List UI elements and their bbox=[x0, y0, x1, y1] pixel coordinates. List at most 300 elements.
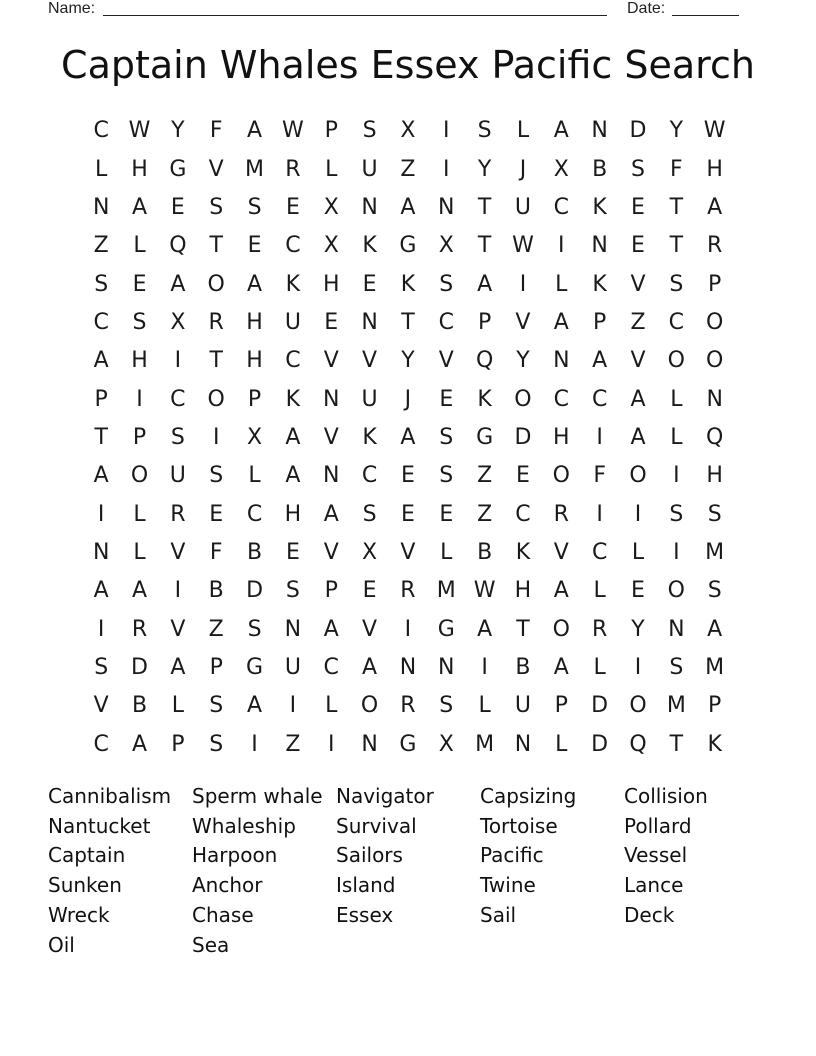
grid-letter[interactable]: Y bbox=[631, 616, 645, 642]
grid-letter[interactable]: H bbox=[322, 271, 340, 297]
grid-row bbox=[82, 189, 734, 227]
grid-letter[interactable]: N bbox=[92, 194, 110, 220]
grid-letter[interactable]: V bbox=[362, 616, 378, 642]
grid-letter[interactable]: Z bbox=[630, 309, 646, 335]
grid-letter[interactable]: V bbox=[170, 616, 186, 642]
grid-letter[interactable]: I bbox=[443, 156, 450, 182]
grid-letter[interactable]: U bbox=[514, 194, 531, 220]
grid-letter[interactable]: C bbox=[93, 309, 109, 335]
grid-letter[interactable]: X bbox=[553, 156, 569, 182]
grid-letter[interactable]: L bbox=[593, 578, 606, 604]
grid-letter[interactable]: H bbox=[246, 309, 263, 335]
grid-letter[interactable]: E bbox=[631, 578, 645, 604]
grid-letter[interactable]: V bbox=[93, 693, 109, 719]
grid-letter[interactable]: S bbox=[209, 463, 224, 489]
grid-letter[interactable]: E bbox=[132, 271, 147, 297]
grid-letter[interactable]: C bbox=[361, 463, 378, 489]
grid-letter[interactable]: L bbox=[325, 693, 338, 719]
grid-letter[interactable]: E bbox=[285, 194, 300, 220]
grid-letter[interactable]: Z bbox=[477, 463, 493, 489]
grid-letter[interactable]: R bbox=[285, 156, 301, 182]
grid-letter[interactable]: I bbox=[174, 578, 182, 604]
grid-letter[interactable]: L bbox=[631, 539, 645, 565]
grid-row bbox=[82, 572, 734, 610]
grid-letter[interactable]: G bbox=[476, 424, 494, 450]
grid-letter[interactable]: T bbox=[669, 194, 684, 220]
grid-letter[interactable]: S bbox=[209, 731, 224, 757]
grid-letter[interactable]: R bbox=[707, 233, 723, 259]
grid-letter[interactable]: T bbox=[516, 616, 530, 642]
grid-letter[interactable]: Q bbox=[629, 731, 647, 757]
grid-letter[interactable]: L bbox=[171, 693, 184, 719]
grid-letter[interactable]: X bbox=[247, 424, 263, 450]
grid-letter[interactable]: A bbox=[170, 654, 186, 680]
grid-letter[interactable]: L bbox=[248, 463, 261, 489]
grid-letter[interactable]: F bbox=[209, 539, 223, 565]
grid-letter[interactable]: N bbox=[438, 194, 455, 220]
grid-letter[interactable]: I bbox=[634, 501, 642, 527]
grid-letter[interactable]: A bbox=[323, 616, 339, 642]
grid-letter[interactable]: P bbox=[247, 386, 262, 412]
grid-letter[interactable]: N bbox=[514, 731, 532, 757]
grid-letter[interactable]: O bbox=[552, 616, 570, 642]
grid-letter[interactable]: J bbox=[519, 156, 527, 182]
grid-letter[interactable]: T bbox=[477, 194, 492, 220]
grid-letter[interactable]: V bbox=[170, 539, 186, 565]
grid-letter[interactable]: T bbox=[401, 309, 415, 335]
grid-letter[interactable]: A bbox=[707, 194, 723, 220]
grid-letter[interactable]: V bbox=[208, 156, 224, 182]
grid-letter[interactable]: S bbox=[132, 309, 147, 335]
grid-letter[interactable]: W bbox=[512, 233, 534, 259]
grid-letter[interactable]: K bbox=[362, 424, 377, 450]
grid-letter[interactable]: F bbox=[670, 156, 683, 182]
grid-letter[interactable]: Y bbox=[401, 348, 415, 374]
grid-letter[interactable]: O bbox=[706, 348, 724, 374]
grid-letter[interactable]: L bbox=[440, 539, 453, 565]
grid-letter[interactable]: I bbox=[327, 731, 335, 757]
grid-letter[interactable]: C bbox=[438, 309, 454, 335]
grid-letter[interactable]: I bbox=[212, 424, 220, 450]
grid-letter[interactable]: C bbox=[668, 309, 685, 335]
grid-letter[interactable]: K bbox=[707, 731, 722, 757]
grid-letter[interactable]: N bbox=[284, 616, 302, 642]
grid-letter[interactable]: A bbox=[323, 501, 339, 527]
grid-letter[interactable]: V bbox=[553, 539, 569, 565]
grid-letter[interactable]: N bbox=[438, 654, 455, 680]
grid-letter[interactable]: R bbox=[208, 309, 224, 335]
grid-letter[interactable]: P bbox=[324, 118, 338, 144]
grid-letter[interactable]: V bbox=[323, 539, 339, 565]
grid-letter[interactable]: N bbox=[323, 386, 340, 412]
grid-letter[interactable]: S bbox=[362, 501, 377, 527]
grid-letter[interactable]: Z bbox=[208, 616, 224, 642]
grid-letter[interactable]: U bbox=[169, 463, 186, 489]
grid-letter[interactable]: A bbox=[630, 424, 646, 450]
grid-letter[interactable]: V bbox=[630, 271, 646, 297]
grid-letter[interactable]: A bbox=[477, 616, 493, 642]
grid-letter[interactable]: I bbox=[251, 731, 258, 757]
grid-letter[interactable]: A bbox=[131, 578, 148, 604]
grid-letter[interactable]: L bbox=[555, 271, 568, 297]
grid-letter[interactable]: A bbox=[553, 654, 569, 680]
grid-letter[interactable]: S bbox=[669, 271, 684, 297]
grid-letter[interactable]: Y bbox=[669, 118, 684, 144]
grid-letter[interactable]: O bbox=[130, 463, 149, 489]
word-bank-item: Nantucket bbox=[48, 813, 151, 838]
grid-letter[interactable]: C bbox=[591, 386, 608, 412]
grid-letter[interactable]: S bbox=[439, 463, 454, 489]
grid-letter[interactable]: C bbox=[515, 501, 531, 527]
grid-letter[interactable]: H bbox=[131, 348, 148, 374]
grid-letter[interactable]: U bbox=[361, 156, 378, 182]
grid-letter[interactable]: Z bbox=[93, 233, 109, 259]
grid-letter[interactable]: I bbox=[443, 118, 450, 144]
grid-letter[interactable]: O bbox=[706, 309, 724, 335]
grid-letter[interactable]: A bbox=[131, 731, 148, 757]
grid-letter[interactable]: H bbox=[131, 156, 148, 182]
grid-letter[interactable]: I bbox=[481, 654, 488, 680]
grid-letter[interactable]: S bbox=[439, 693, 454, 719]
grid-letter[interactable]: A bbox=[93, 348, 109, 374]
grid-letter[interactable]: S bbox=[707, 501, 722, 527]
grid-letter[interactable]: S bbox=[247, 194, 262, 220]
grid-letter[interactable]: X bbox=[362, 539, 378, 565]
grid-letter[interactable]: C bbox=[246, 501, 263, 527]
grid-letter[interactable]: O bbox=[667, 578, 685, 604]
grid-letter[interactable]: E bbox=[170, 194, 185, 220]
grid-row bbox=[82, 726, 734, 764]
grid-letter[interactable]: I bbox=[596, 501, 603, 527]
grid-letter[interactable]: K bbox=[477, 386, 492, 412]
grid-letter[interactable]: R bbox=[400, 693, 416, 719]
grid-letter[interactable]: S bbox=[209, 693, 224, 719]
grid-letter[interactable]: H bbox=[706, 463, 723, 489]
grid-letter[interactable]: C bbox=[323, 654, 339, 680]
grid-letter[interactable]: L bbox=[325, 156, 338, 182]
grid-letter[interactable]: L bbox=[593, 654, 606, 680]
grid-letter[interactable]: V bbox=[515, 309, 531, 335]
grid-letter[interactable]: A bbox=[400, 194, 416, 220]
grid-letter[interactable]: D bbox=[591, 731, 609, 757]
grid-letter[interactable]: A bbox=[247, 118, 263, 144]
grid-letter[interactable]: Q bbox=[706, 424, 724, 450]
grid-letter[interactable]: B bbox=[592, 156, 608, 182]
grid-letter[interactable]: C bbox=[591, 539, 608, 565]
grid-letter[interactable]: K bbox=[515, 539, 531, 565]
grid-letter[interactable]: A bbox=[707, 616, 723, 642]
grid-letter[interactable]: S bbox=[94, 271, 109, 297]
grid-letter[interactable]: B bbox=[247, 539, 263, 565]
grid-letter[interactable]: A bbox=[477, 271, 493, 297]
grid-letter[interactable]: M bbox=[666, 693, 686, 719]
grid-letter[interactable]: M bbox=[705, 539, 725, 565]
grid-letter[interactable]: S bbox=[285, 578, 300, 604]
date-field[interactable] bbox=[672, 15, 739, 16]
grid-letter[interactable]: P bbox=[324, 578, 338, 604]
grid-letter[interactable]: V bbox=[438, 348, 454, 374]
grid-letter[interactable]: P bbox=[708, 271, 722, 297]
grid-letter[interactable]: H bbox=[246, 348, 263, 374]
grid-letter[interactable]: N bbox=[591, 118, 608, 144]
grid-letter[interactable]: U bbox=[284, 309, 301, 335]
grid-letter[interactable]: W bbox=[473, 578, 496, 604]
grid-letter[interactable]: Y bbox=[477, 156, 492, 182]
grid-letter[interactable]: I bbox=[97, 616, 105, 642]
grid-letter[interactable]: D bbox=[131, 654, 148, 680]
grid-letter[interactable]: M bbox=[475, 731, 495, 757]
grid-letter[interactable]: Y bbox=[516, 348, 530, 374]
grid-letter[interactable]: C bbox=[285, 348, 301, 374]
grid-letter[interactable]: S bbox=[170, 424, 185, 450]
grid-letter[interactable]: T bbox=[209, 348, 223, 374]
grid-letter[interactable]: E bbox=[400, 501, 415, 527]
grid-letter[interactable]: A bbox=[553, 118, 569, 144]
grid-letter[interactable]: S bbox=[669, 501, 684, 527]
grid-letter[interactable]: X bbox=[170, 309, 186, 335]
grid-letter[interactable]: P bbox=[132, 424, 147, 450]
grid-letter[interactable]: O bbox=[667, 348, 685, 374]
grid-letter[interactable]: A bbox=[285, 463, 301, 489]
grid-letter[interactable]: V bbox=[323, 348, 339, 374]
grid-letter[interactable]: Z bbox=[400, 156, 416, 182]
grid-letter[interactable]: T bbox=[669, 233, 684, 259]
grid-letter[interactable]: V bbox=[400, 539, 416, 565]
grid-letter[interactable]: A bbox=[400, 424, 416, 450]
grid-letter[interactable]: N bbox=[668, 616, 685, 642]
grid-letter[interactable]: E bbox=[631, 194, 645, 220]
grid-letter[interactable]: X bbox=[323, 194, 339, 220]
grid-letter[interactable]: N bbox=[361, 194, 378, 220]
grid-letter[interactable]: P bbox=[477, 309, 492, 335]
grid-letter[interactable]: H bbox=[514, 578, 532, 604]
grid-letter[interactable]: V bbox=[362, 348, 378, 374]
grid-letter[interactable]: R bbox=[170, 501, 186, 527]
grid-letter[interactable]: E bbox=[362, 271, 377, 297]
grid-letter[interactable]: A bbox=[285, 424, 301, 450]
grid-letter[interactable]: I bbox=[136, 386, 143, 412]
grid-letter[interactable]: X bbox=[438, 233, 454, 259]
grid-letter[interactable]: O bbox=[629, 463, 647, 489]
grid-letter[interactable]: O bbox=[360, 693, 379, 719]
grid-letter[interactable]: B bbox=[208, 578, 224, 604]
grid-letter[interactable]: P bbox=[593, 309, 607, 335]
grid-letter[interactable]: A bbox=[553, 578, 569, 604]
grid-letter[interactable]: P bbox=[171, 731, 185, 757]
grid-letter[interactable]: S bbox=[439, 271, 454, 297]
grid-letter[interactable]: W bbox=[282, 118, 304, 144]
grid-letter[interactable]: E bbox=[285, 539, 300, 565]
grid-letter[interactable]: C bbox=[93, 731, 109, 757]
grid-letter[interactable]: U bbox=[361, 386, 378, 412]
grid-letter[interactable]: E bbox=[400, 463, 415, 489]
grid-letter[interactable]: L bbox=[133, 501, 146, 527]
grid-letter[interactable]: I bbox=[673, 463, 680, 489]
grid-letter[interactable]: H bbox=[284, 501, 302, 527]
grid-letter[interactable]: Q bbox=[475, 348, 494, 374]
grid-letter[interactable]: L bbox=[670, 386, 683, 412]
grid-letter[interactable]: C bbox=[285, 233, 301, 259]
grid-letter[interactable]: X bbox=[400, 118, 416, 144]
grid-letter[interactable]: L bbox=[516, 118, 530, 144]
grid-letter[interactable]: D bbox=[514, 424, 532, 450]
grid-letter[interactable]: R bbox=[591, 616, 608, 642]
grid-letter[interactable]: S bbox=[94, 654, 109, 680]
grid-letter[interactable]: A bbox=[630, 386, 646, 412]
grid-letter[interactable]: E bbox=[439, 386, 454, 412]
grid-letter[interactable]: S bbox=[362, 118, 377, 144]
grid-letter[interactable]: B bbox=[477, 539, 493, 565]
grid-letter[interactable]: L bbox=[478, 693, 491, 719]
grid-letter[interactable]: W bbox=[128, 118, 151, 144]
grid-letter[interactable]: N bbox=[323, 463, 340, 489]
grid-letter[interactable]: I bbox=[596, 424, 603, 450]
grid-letter[interactable]: L bbox=[555, 731, 568, 757]
grid-letter[interactable]: A bbox=[247, 693, 263, 719]
grid-letter[interactable]: N bbox=[361, 731, 378, 757]
grid-letter[interactable]: U bbox=[284, 654, 301, 680]
grid-letter[interactable]: A bbox=[131, 194, 148, 220]
grid-letter[interactable]: Y bbox=[171, 118, 185, 144]
grid-letter[interactable]: A bbox=[93, 463, 109, 489]
date-label: Date: bbox=[627, 0, 666, 17]
grid-letter[interactable]: P bbox=[708, 693, 722, 719]
grid-letter[interactable]: L bbox=[670, 424, 683, 450]
grid-letter[interactable]: D bbox=[629, 118, 647, 144]
grid-letter[interactable]: W bbox=[703, 118, 726, 144]
grid-letter[interactable]: N bbox=[399, 654, 417, 680]
grid-letter[interactable]: K bbox=[285, 271, 301, 297]
grid-letter[interactable]: U bbox=[514, 693, 531, 719]
grid-letter[interactable]: D bbox=[591, 693, 609, 719]
grid-letter[interactable]: K bbox=[362, 233, 377, 259]
grid-row bbox=[82, 419, 734, 457]
word-bank-row bbox=[48, 870, 768, 900]
grid-letter[interactable]: E bbox=[516, 463, 530, 489]
grid-letter[interactable]: L bbox=[133, 233, 146, 259]
grid-letter[interactable]: S bbox=[631, 156, 645, 182]
grid-letter[interactable]: L bbox=[133, 539, 146, 565]
grid-letter[interactable]: K bbox=[400, 271, 416, 297]
grid-letter[interactable]: N bbox=[92, 539, 110, 565]
grid-letter[interactable]: T bbox=[477, 233, 492, 259]
grid-letter[interactable]: M bbox=[436, 578, 456, 604]
grid-letter[interactable]: B bbox=[515, 654, 531, 680]
grid-letter[interactable]: P bbox=[209, 654, 223, 680]
grid-letter[interactable]: R bbox=[400, 578, 416, 604]
grid-letter[interactable]: S bbox=[247, 616, 262, 642]
grid-letter[interactable]: Z bbox=[285, 731, 301, 757]
name-field[interactable] bbox=[103, 15, 607, 16]
grid-letter[interactable]: X bbox=[323, 233, 339, 259]
word-bank-item: Oil bbox=[48, 932, 75, 957]
grid-letter[interactable]: E bbox=[324, 309, 339, 335]
grid-letter[interactable]: D bbox=[246, 578, 264, 604]
grid-letter[interactable]: G bbox=[437, 616, 455, 642]
grid-letter[interactable]: N bbox=[591, 233, 608, 259]
grid-letter[interactable]: K bbox=[592, 194, 607, 220]
grid-letter[interactable]: S bbox=[669, 654, 684, 680]
grid-letter[interactable]: K bbox=[285, 386, 301, 412]
grid-letter[interactable]: A bbox=[247, 271, 263, 297]
grid-letter[interactable]: I bbox=[634, 654, 642, 680]
grid-letter[interactable]: M bbox=[245, 156, 265, 182]
grid-letter[interactable]: R bbox=[131, 616, 148, 642]
grid-letter[interactable]: T bbox=[94, 424, 108, 450]
grid-letter[interactable]: E bbox=[362, 578, 377, 604]
grid-letter[interactable]: I bbox=[174, 348, 182, 374]
grid-letter[interactable]: C bbox=[170, 386, 186, 412]
grid-letter[interactable]: N bbox=[361, 309, 378, 335]
grid-letter[interactable]: O bbox=[207, 386, 225, 412]
grid-letter[interactable]: H bbox=[706, 156, 723, 182]
grid-letter[interactable]: P bbox=[554, 693, 568, 719]
grid-letter[interactable]: I bbox=[404, 616, 412, 642]
grid-letter[interactable]: G bbox=[169, 156, 187, 182]
grid-letter[interactable]: G bbox=[399, 233, 417, 259]
grid-letter[interactable]: Z bbox=[477, 501, 493, 527]
grid-letter[interactable]: F bbox=[593, 463, 606, 489]
grid-letter[interactable]: V bbox=[323, 424, 339, 450]
grid-letter[interactable]: S bbox=[209, 194, 224, 220]
grid-letter[interactable]: S bbox=[439, 424, 454, 450]
grid-letter[interactable]: L bbox=[95, 156, 108, 182]
grid-letter[interactable]: N bbox=[706, 386, 723, 412]
grid-letter[interactable]: C bbox=[553, 386, 569, 412]
grid-letter[interactable]: J bbox=[404, 386, 412, 412]
grid-letter[interactable]: I bbox=[673, 539, 680, 565]
grid-letter[interactable]: E bbox=[209, 501, 224, 527]
grid-letter[interactable]: A bbox=[93, 578, 109, 604]
grid-letter[interactable]: I bbox=[289, 693, 297, 719]
grid-letter[interactable]: E bbox=[439, 501, 454, 527]
grid-letter[interactable]: T bbox=[669, 731, 684, 757]
grid-letter[interactable]: E bbox=[247, 233, 262, 259]
word-bank-item: Captain bbox=[48, 843, 126, 868]
grid-letter[interactable]: C bbox=[93, 118, 109, 144]
grid-letter[interactable]: Q bbox=[169, 233, 187, 259]
grid-letter[interactable]: M bbox=[705, 654, 725, 680]
grid-letter[interactable]: A bbox=[592, 348, 608, 374]
grid-letter[interactable]: R bbox=[553, 501, 569, 527]
grid-letter[interactable]: G bbox=[399, 731, 417, 757]
grid-letter[interactable]: C bbox=[553, 194, 569, 220]
grid-letter[interactable]: O bbox=[629, 693, 647, 719]
grid-letter[interactable]: F bbox=[209, 118, 223, 144]
grid-letter[interactable]: G bbox=[246, 654, 264, 680]
grid-letter[interactable]: O bbox=[514, 386, 532, 412]
grid-letter[interactable]: P bbox=[94, 386, 108, 412]
grid-letter[interactable]: B bbox=[131, 693, 148, 719]
grid-letter[interactable]: S bbox=[477, 118, 492, 144]
grid-letter[interactable]: X bbox=[438, 731, 454, 757]
grid-letter[interactable]: I bbox=[558, 233, 565, 259]
grid-letter[interactable]: S bbox=[707, 578, 722, 604]
grid-letter[interactable]: A bbox=[553, 309, 569, 335]
grid-letter[interactable]: O bbox=[552, 463, 570, 489]
grid-letter[interactable]: N bbox=[553, 348, 570, 374]
grid-letter[interactable]: O bbox=[207, 271, 225, 297]
grid-letter[interactable]: E bbox=[631, 233, 645, 259]
grid-letter[interactable]: A bbox=[362, 654, 378, 680]
grid-letter[interactable]: I bbox=[519, 271, 527, 297]
grid-letter[interactable]: A bbox=[170, 271, 186, 297]
grid-letter[interactable]: V bbox=[630, 348, 646, 374]
grid-letter[interactable]: T bbox=[209, 233, 223, 259]
grid-letter[interactable]: K bbox=[592, 271, 607, 297]
grid-letter[interactable]: I bbox=[97, 501, 105, 527]
grid-letter[interactable]: H bbox=[553, 424, 570, 450]
